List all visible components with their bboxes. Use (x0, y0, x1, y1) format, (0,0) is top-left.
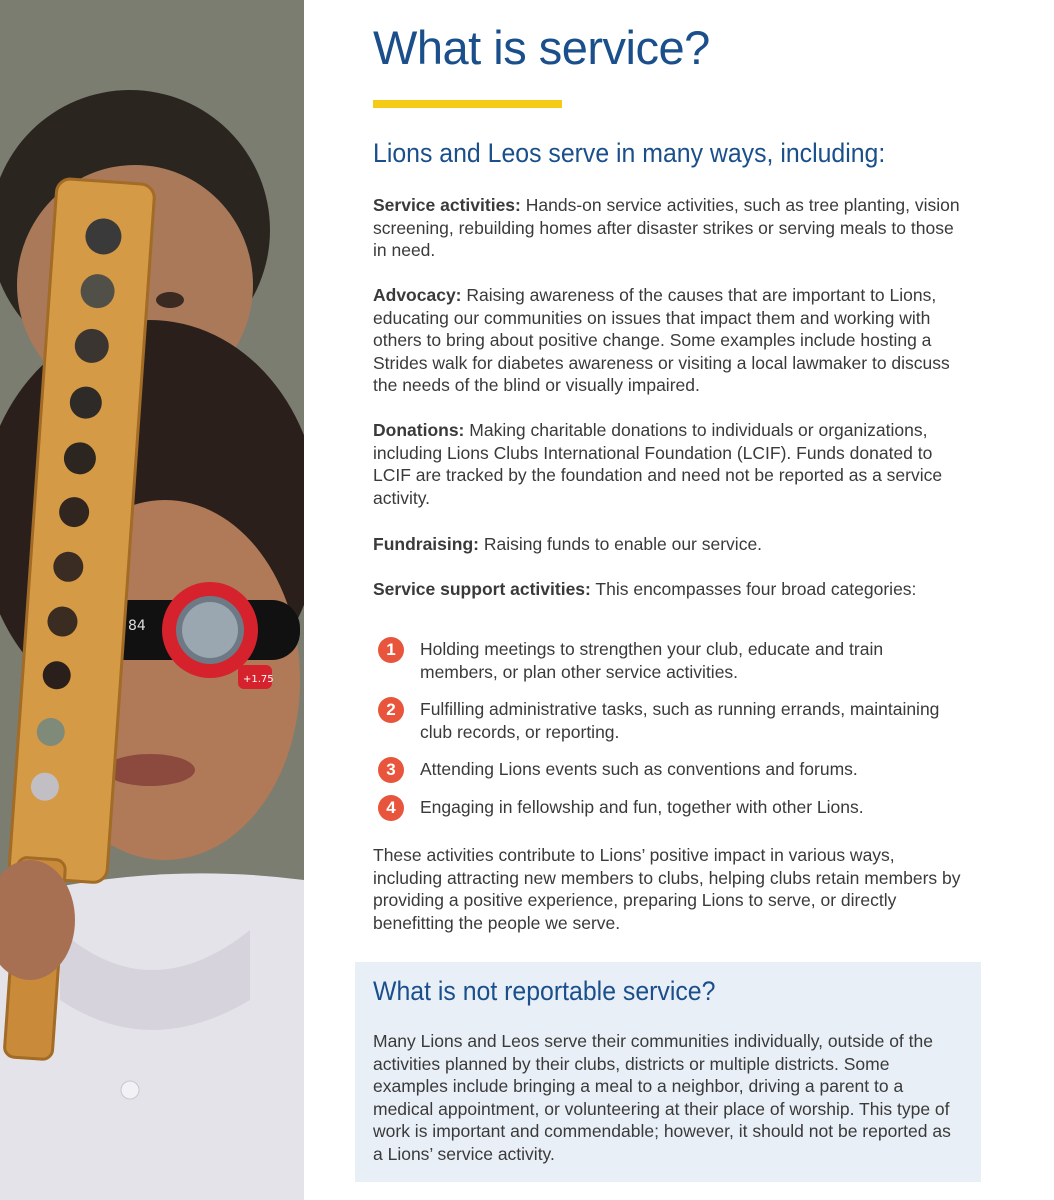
service-activities-label: Service activities: (373, 195, 521, 215)
fundraising-paragraph (373, 533, 963, 556)
number-badge: 3 (378, 757, 404, 783)
not-reportable-heading: What is not reportable service? (373, 976, 716, 1006)
section-subtitle: Lions and Leos serve in many ways, including: (373, 138, 886, 168)
service-support-label: Service support activities: (373, 579, 591, 599)
fundraising-text: Raising funds to enable our service. (478, 534, 763, 554)
donations-paragraph (373, 419, 963, 509)
advocacy-text: Raising awareness of the causes that are important to Lions, educating our communities on issues that impact them and working with others to bring about positive change. Some examples include hosting a Strides walk for diabetes awareness or visiting a local lawmaker to discuss the needs of the blind or visually impaired. (373, 285, 950, 395)
frame-label-left: 84 (128, 618, 146, 634)
photo-illustration (0, 0, 304, 1200)
service-support-text: This encompasses four broad categories: (590, 579, 917, 599)
service-support-paragraph (373, 578, 963, 601)
not-reportable-box (355, 962, 981, 1182)
advocacy-paragraph (373, 284, 963, 397)
donations-label: Donations: (373, 420, 465, 440)
list-item-text: Holding meetings to strengthen your club, educate and train members, or plan other service activities. (420, 639, 884, 682)
list-item-text: Engaging in fellowship and fun, together with other Lions. (420, 797, 864, 817)
service-activities-text: Hands-on service activities, such as tree planting, vision screening, rebuilding homes after disaster strikes or serving meals to those in need. (373, 195, 960, 260)
list-item-text: Attending Lions events such as conventions and forums. (420, 759, 858, 779)
frame-label-right: +1.75 (243, 674, 274, 685)
fundraising-label: Fundraising: (373, 534, 479, 554)
title-accent-rule (373, 100, 562, 108)
number-badge: 2 (378, 697, 404, 723)
list-item-text: Fulfilling administrative tasks, such as running errands, maintaining club records, or reporting. (420, 699, 940, 742)
page-title: What is service? (373, 21, 710, 74)
number-badge: 4 (378, 795, 404, 821)
advocacy-label: Advocacy: (373, 285, 462, 305)
donations-text: Making charitable donations to individuals or organizations, including Lions Clubs International Foundation (LCIF). Funds donated to LCIF are tracked by the foundation and need not be reported as a service activity. (373, 420, 943, 508)
service-activities-paragraph (373, 194, 963, 262)
impact-paragraph: These activities contribute to Lions’ positive impact in various ways, including attracting new members to clubs, helping clubs retain members by providing a positive experience, preparing Lions to serve, or directly benefitting the people we serve. (373, 845, 961, 933)
not-reportable-text: Many Lions and Leos serve their communities individually, outside of the activities planned by their clubs, districts or multiple districts. Some examples include bringing a meal to a neighbor, driving a parent to a medical appointment, or volunteering at their place of worship. This type of work is important and commendable; however, it should not be reported as a Lions’ service activity. (373, 1031, 951, 1164)
child-eye-exam-photo (0, 0, 304, 1200)
number-badge: 1 (378, 637, 404, 663)
